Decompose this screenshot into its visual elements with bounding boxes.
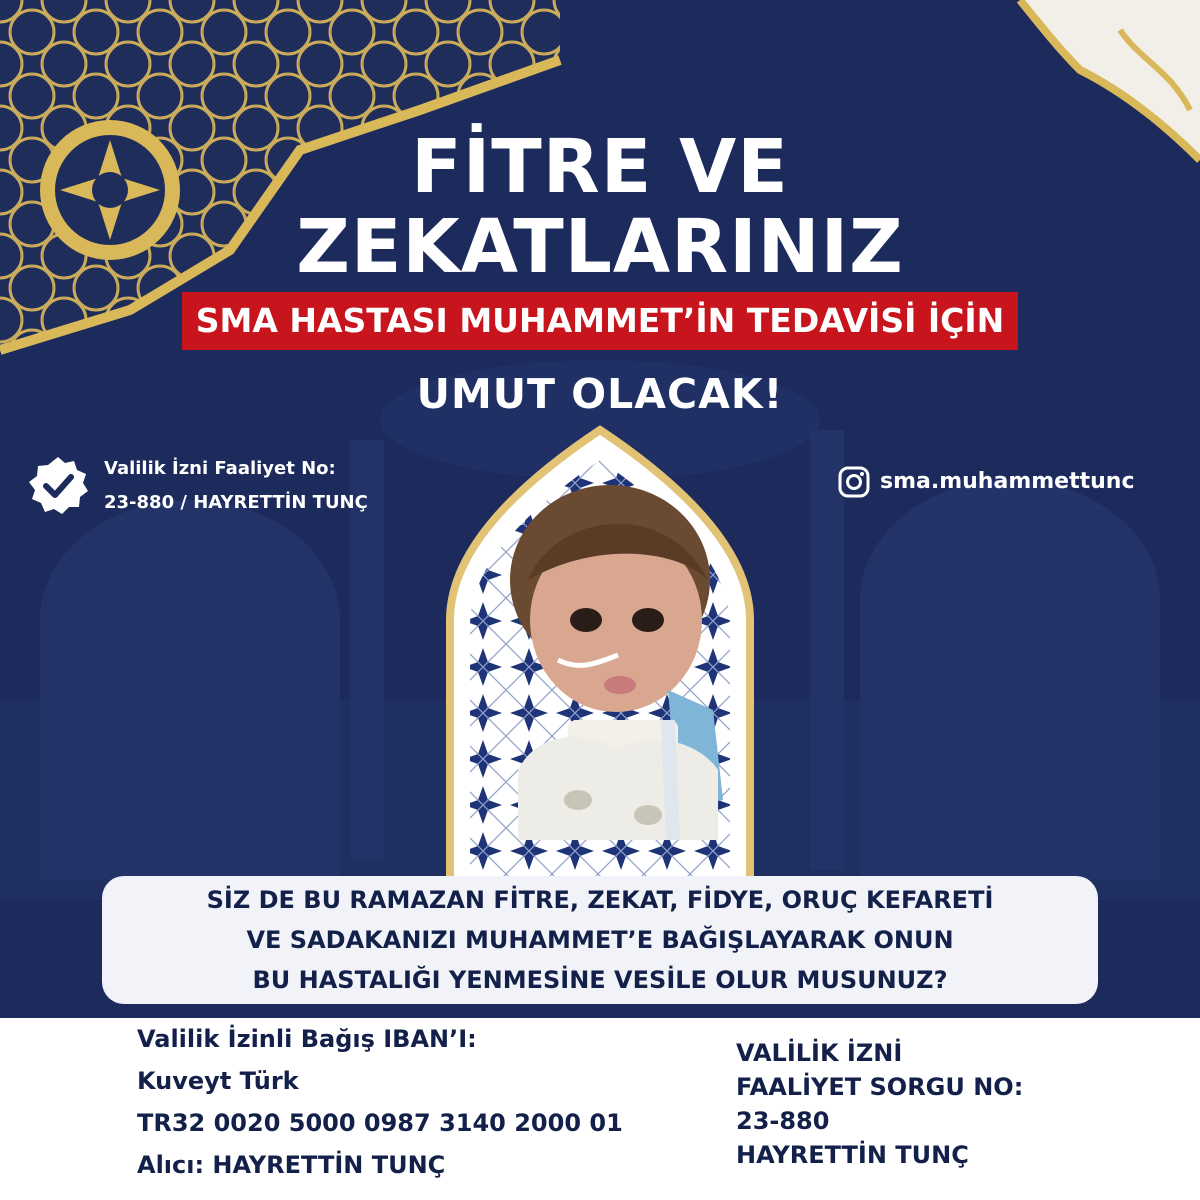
child-photo — [498, 470, 736, 840]
headline-line-2: ZEKATLARINIZ — [296, 204, 904, 290]
appeal-line-2: VE SADAKANIZI MUHAMMET’E BAĞIŞLAYARAK ONUN — [246, 926, 954, 954]
donation-info — [137, 1018, 623, 1186]
verified-check-badge-icon — [28, 455, 88, 515]
query-info — [736, 1036, 1023, 1172]
permit-info — [104, 452, 368, 520]
bank-name: Kuveyt Türk — [137, 1067, 299, 1095]
permit-label: Valilik İzni Faaliyet No: — [104, 458, 336, 479]
instagram-icon — [838, 466, 870, 498]
query-line-1: VALİLİK İZNİ — [736, 1039, 903, 1067]
instagram-handle[interactable]: sma.muhammettunc — [880, 469, 1135, 494]
query-line-4: HAYRETTİN TUNÇ — [736, 1141, 969, 1169]
child-photo-frame — [418, 470, 784, 880]
highlight-text: SMA HASTASI MUHAMMET’İN TEDAVİSİ İÇİN — [182, 292, 1019, 350]
query-line-3: 23-880 — [736, 1107, 830, 1135]
appeal-callout — [102, 876, 1098, 1004]
recipient: Alıcı: HAYRETTİN TUNÇ — [137, 1151, 446, 1179]
permit-value: 23-880 / HAYRETTİN TUNÇ — [104, 492, 368, 513]
headline-line-3: UMUT OLACAK! — [416, 370, 784, 418]
iban-number: TR32 0020 5000 0987 3140 2000 01 — [137, 1109, 623, 1137]
iban-label: Valilik İzinli Bağış IBAN’I: — [137, 1025, 477, 1053]
highlight-banner — [0, 292, 1200, 350]
appeal-line-3: BU HASTALIĞI YENMESİNE VESİLE OLUR MUSUNUZ? — [252, 966, 948, 994]
headline-line-1: FİTRE VE — [411, 124, 789, 210]
appeal-line-1: SİZ DE BU RAMAZAN FİTRE, ZEKAT, FİDYE, ORUÇ KEFARETİ — [206, 886, 994, 914]
query-line-2: FAALİYET SORGU NO: — [736, 1073, 1024, 1101]
